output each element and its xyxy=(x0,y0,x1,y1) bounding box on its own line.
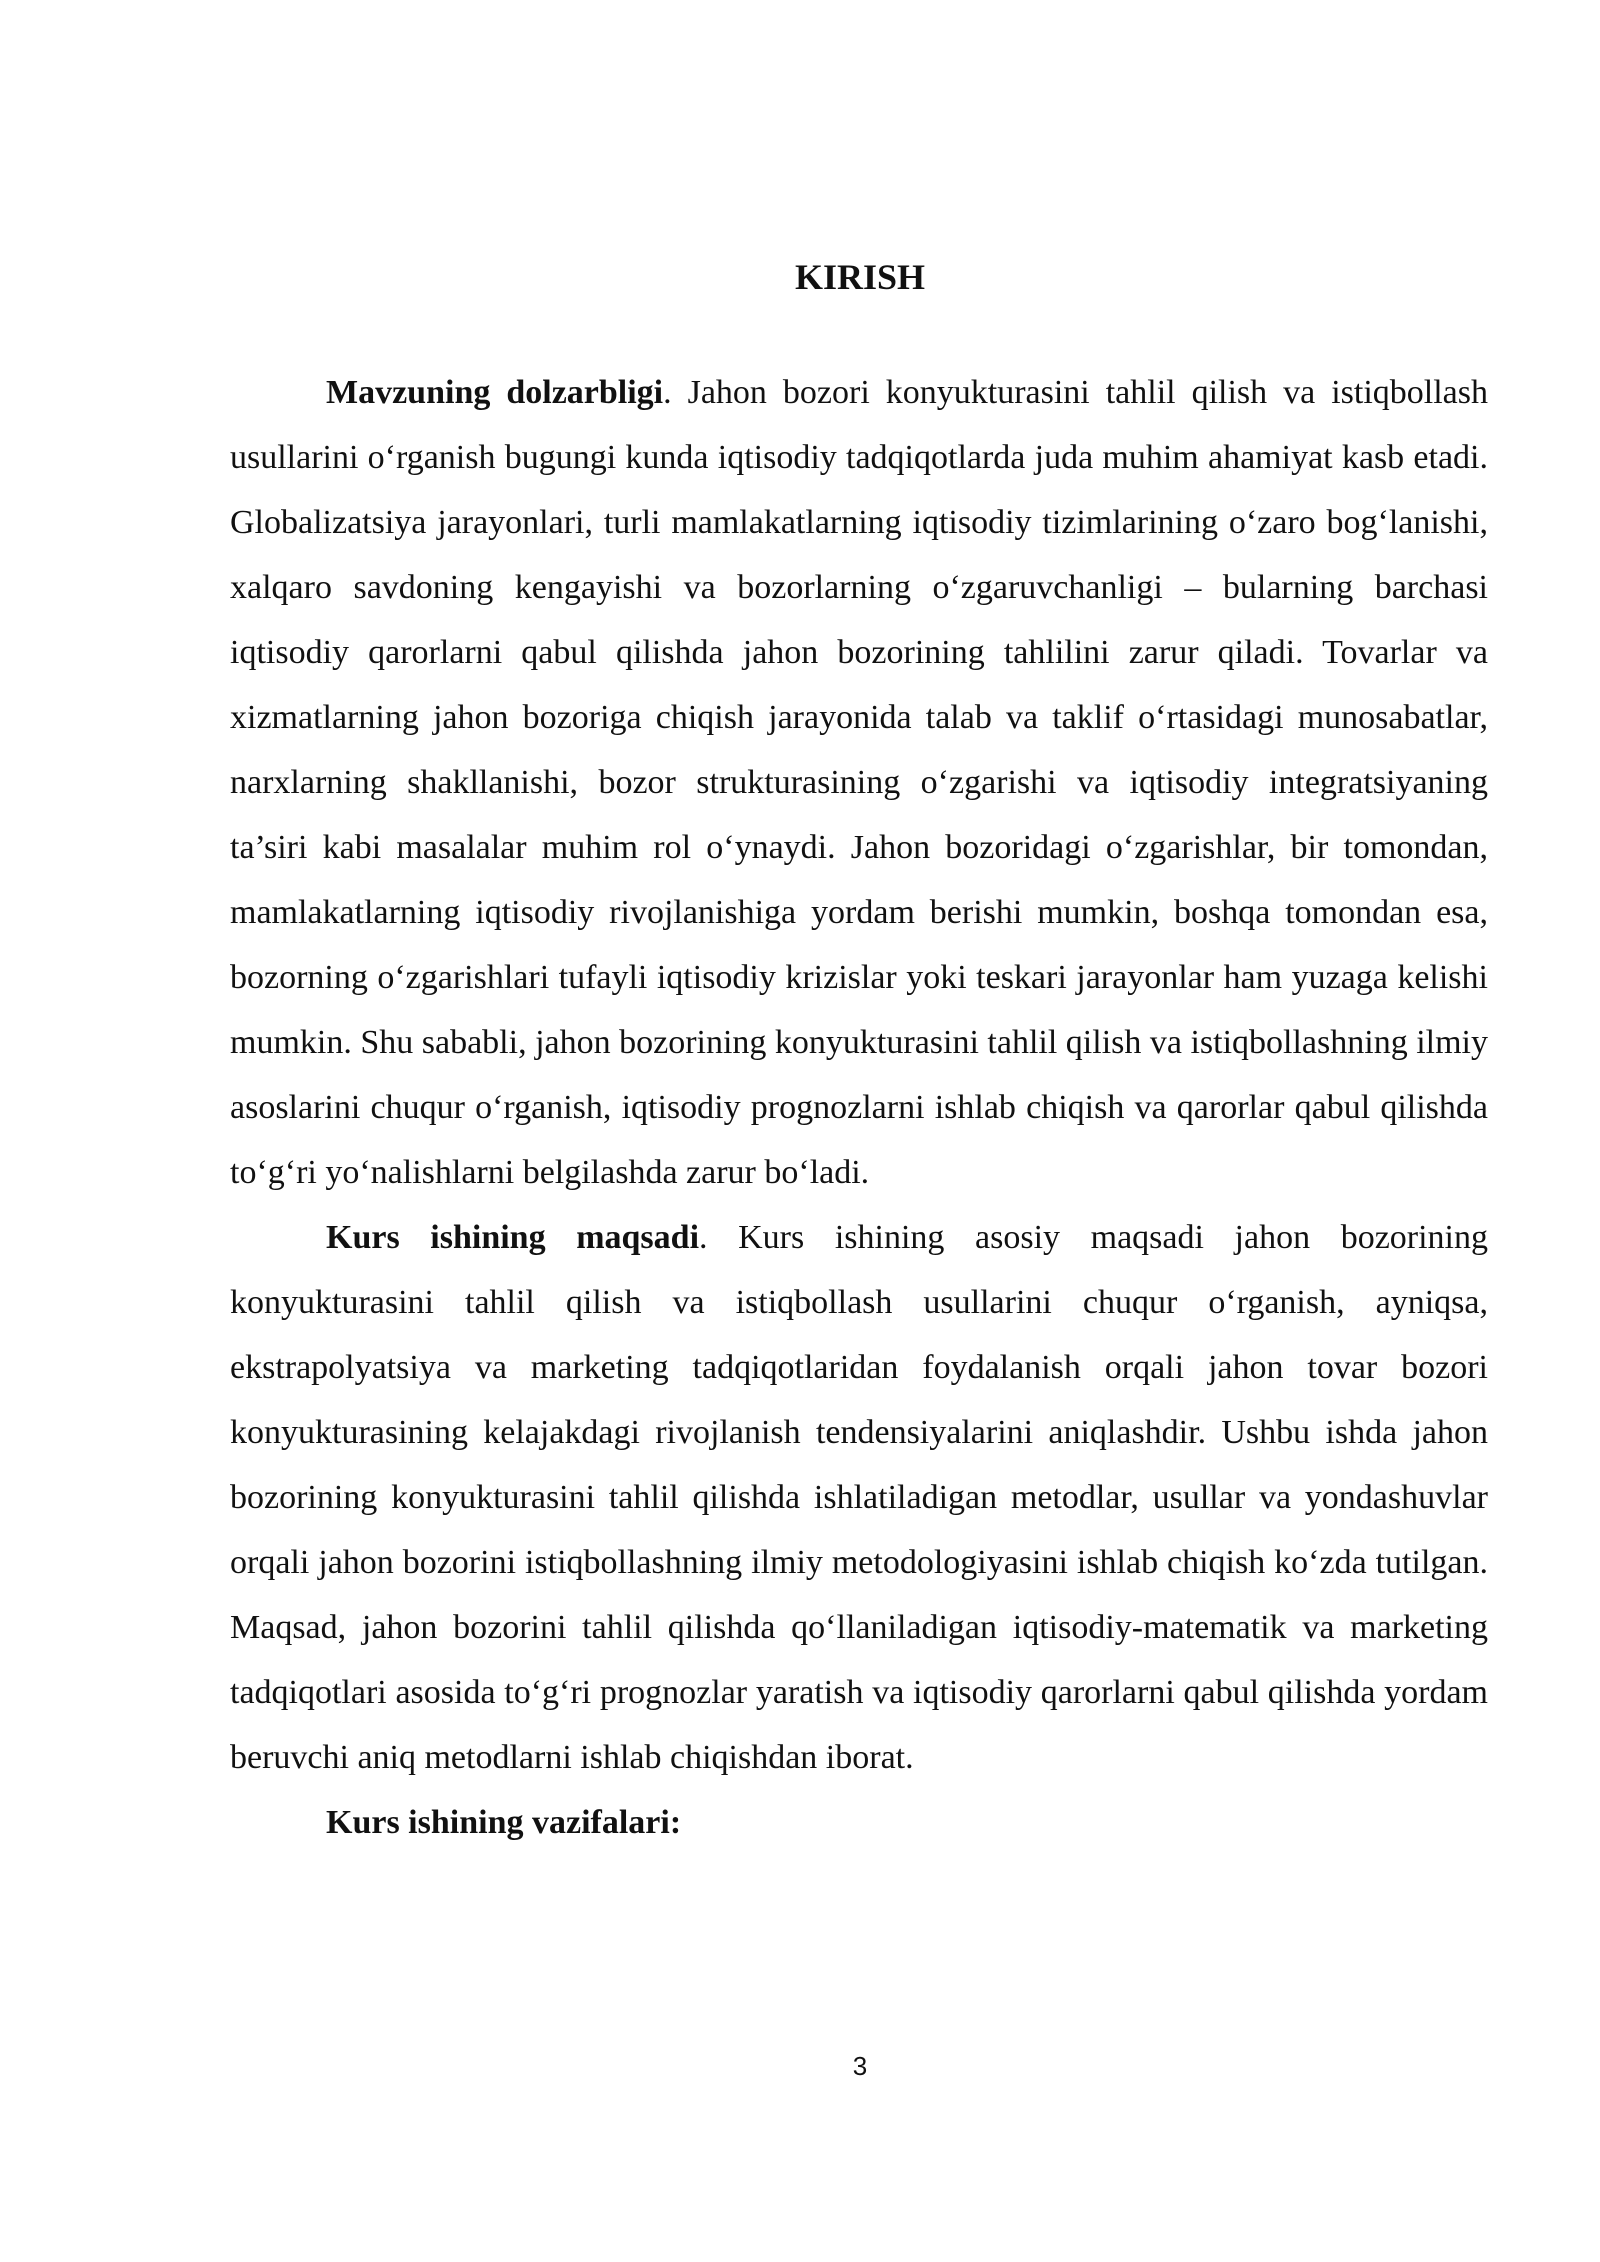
paragraph-lead: Kurs ishining vazifalari: xyxy=(326,1804,682,1841)
paragraph-text: . Jahon bozori konyukturasini tahlil qilish va istiqbollash usullarini o‘rganish bugungi kunda iqtisodiy tadqiqotlarda juda muhim ahamiyat kasb etadi. Globalizatsiya jarayonlari, turli mamlakatlarning iqtisodiy tizimlarining o‘zaro bog‘lanishi, xalqaro savdoning kengayishi va bozorlarning o‘zgaruvchanligi – bularning barchasi iqtisodiy qarorlarni qabul qilishda jahon bozorining tahlilini zarur qiladi. Tovarlar va xizmatlarning jahon bozoriga chiqish jarayonida talab va taklif o‘rtasidagi munosabatlar, narxlarning shakllanishi, bozor strukturasining o‘zgarishi va iqtisodiy integratsiyaning ta’siri kabi masalalar muhim rol o‘ynaydi. Jahon bozoridagi o‘zgarishlar, bir tomondan, mamlakatlarning iqtisodiy rivojlanishiga yordam berishi mumkin, boshqa tomondan esa, bozorning o‘zgarishlari tufayli iqtisodiy krizislar yoki teskari jarayonlar ham yuzaga kelishi mumkin. Shu sababli, jahon bozorining konyukturasini tahlil qilish va istiqbollashning ilmiy asoslarini chuqur o‘rganish, iqtisodiy prognozlarni ishlab chiqish va qarorlar qabul qilishda to‘g‘ri yo‘nalishlarni belgilashda zarur bo‘ladi. xyxy=(230,374,1488,1191)
paragraph-text: . Kurs ishining asosiy maqsadi jahon bozorining konyukturasini tahlil qilish va istiqbollash usullarini chuqur o‘rganish, ayniqsa, ekstrapolyatsiya va marketing tadqiqotlaridan foydalanish orqali jahon tovar bozori konyukturasining kelajakdagi rivojlanish tendensiyalarini aniqlashdir. Ushbu ishda jahon bozorining konyukturasini tahlil qilishda ishlatiladigan metodlar, usullar va yondashuvlar orqali jahon bozorini istiqbollashning ilmiy metodologiyasini ishlab chiqish ko‘zda tutilgan. Maqsad, jahon bozorini tahlil qilishda qo‘llaniladigan iqtisodiy-matematik va marketing tadqiqotlari asosida to‘g‘ri prognozlar yaratish va iqtisodiy qarorlarni qabul qilishda yordam beruvchi aniq metodlarni ishlab chiqishdan iborat. xyxy=(230,1219,1488,1776)
body-text xyxy=(230,360,1488,1855)
paragraph-lead: Mavzuning dolzarbligi xyxy=(326,374,664,411)
page-number: 3 xyxy=(852,2051,868,2081)
paragraph-lead: Kurs ishining maqsadi xyxy=(326,1219,700,1256)
paragraph-goal xyxy=(230,1205,1488,1790)
paragraph-relevance xyxy=(230,360,1488,1205)
page-title: KIRISH xyxy=(794,257,926,297)
paragraph-tasks xyxy=(230,1790,1488,1855)
